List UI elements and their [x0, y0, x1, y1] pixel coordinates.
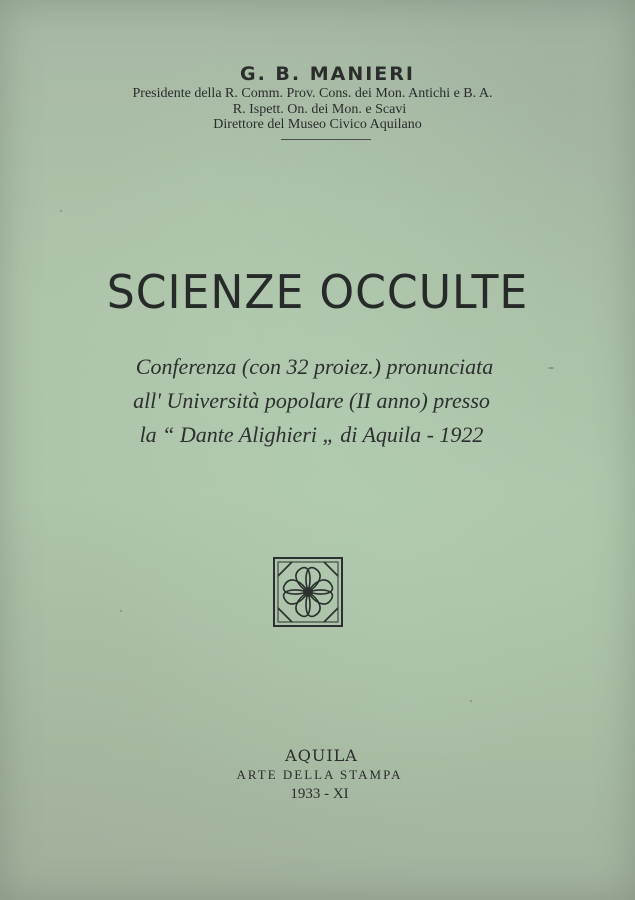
imprint-city: AQUILA: [285, 746, 358, 765]
author-name: G. B. MANIERI: [239, 63, 415, 85]
author-block: [0, 62, 635, 140]
subtitle-line: Conferenza (con 32 proiez.) pronunciata: [135, 354, 494, 379]
subtitle-block: [0, 350, 635, 452]
author-title-line: Presidente della R. Comm. Prov. Cons. dei Mon. Antichi e B. A.: [132, 86, 493, 101]
subtitle-line: all' Università popolare (II anno) presso: [133, 388, 490, 413]
book-title: SCIENZE OCCULTE: [106, 265, 529, 319]
author-title-line: R. Ispett. On. dei Mon. e Scavi: [232, 101, 407, 117]
floral-knot-ornament-icon: [272, 556, 344, 628]
divider-rule: [281, 139, 371, 140]
author-title-line: Direttore del Museo Civico Aquilano: [213, 117, 422, 132]
imprint-block: [0, 746, 635, 804]
subtitle-line: la “ Dante Alighieri „ di Aquila - 1922: [139, 422, 484, 447]
imprint-year: 1933 - XI: [290, 786, 349, 802]
imprint-publisher: ARTE DELLA STAMPA: [236, 767, 403, 782]
